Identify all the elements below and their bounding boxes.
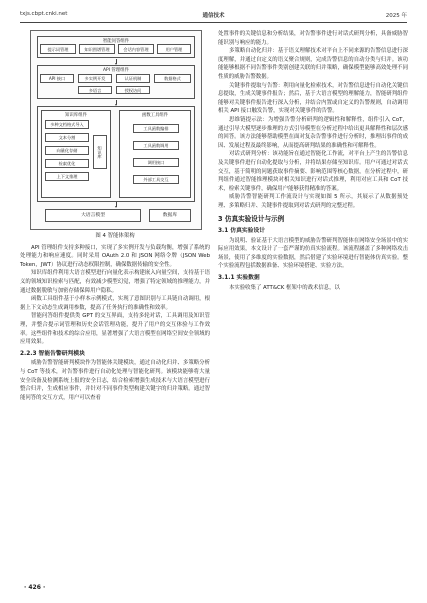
api-small-2: 授权访问 — [116, 86, 150, 94]
site-url: txjs.cbpt.cnki.net — [20, 11, 68, 17]
section-heading-3-1: 3.1 仿真实验设计 — [218, 228, 266, 235]
kb-box-2: 文本分割 — [45, 133, 89, 142]
left-paragraph-3: 函数工具组件基于小样本示例模式，实现了意图识别与工具链自动调用，根据上下文动态生成调用参数，提高了任务执行的准确性和效率。 — [20, 296, 210, 311]
left-paragraph-1: API 管理组件支持多种接口，实现了多实例开发与负载均衡，增强了系统的处理能力和响应速度。同时采用 OAuth 2.0 和 JSON 网络令牌（JSON Web Token，JWT）协议进行动态权限控制，确保数据传输的安全性。 — [20, 244, 210, 268]
right-paragraph-3: 关键事件提取与告警：利用向量化检索技术，对告警信息进行自动化关键信息提取，生成关键事件报告；然后，基于大语言模型的理解能力，智能研判组件能够对关键事件报告进行深入分析，并结合内置或自定义的告警规则，自动调用相关 API 接口触发告警，实现对关键事件的告警。 — [218, 82, 408, 115]
right-paragraph-5: 对话式研判分析：该功能旨在通过智能化工作流，对平台上产生的告警信息及关键事件进行自动化提取与分析，并将结果存储至知识库。用户可通过对话式交互，基于简明的问题获取事件摘要、影响范围等核心数据，在分析过程中，研判组件通过智能推理模块对相关知识进行对话式推理，利用对应工具和 CoT 技术，检索关键事件，确保用户能够获得精准的答案。 — [218, 151, 408, 192]
left-paragraph-2: 知识库组件利用大语言模型进行向量化表示构建嵌入向量空间，支持基于语义的领域知识检索与匹配，有效减少模型幻觉，增强了特定领域的推理能力，并通过数据脱敏与加密存储保障用户隐私。 — [20, 270, 210, 294]
kb-box-3: 向量化存储 — [45, 146, 89, 155]
page-number: · 426 · — [24, 584, 46, 591]
right-paragraph-2: 多策略自动化归并：基于语义理解技术对平台上不同来源的告警信息进行深度理解，并通过自定义的语义聚合规则，完成告警信息的自动分类与归并。该功能能够根据不同告警事件类别创建关联的归并策略，确保模型能够高效处理不同性质的威胁告警数据。 — [218, 48, 408, 80]
kb-side-box: 知识库 — [93, 135, 107, 169]
right-column — [218, 30, 408, 292]
right-paragraph-4: 思维链提示法：为增强告警分析研判的逻辑性和解释性，组件引入 CoT，通过引导大模型逐步推理的方式引导模型在分析过程中给出更具解释性和层次感的回答。该方法能够帮助模型在面对复杂告警事件进行分析时，推理出事件的成因、发展过程及最终影响，从而提高研判结果的准确性和可解释性。 — [218, 116, 408, 149]
left-paragraph-5: 威胁告警智能研判模块作为智能体关键模块，通过自动化归并、多策略分析与 CoT 等技术，对告警事件进行自动化处理与智能化研判。该模块能够将大量安全设备及检测系统上报的安全日志，结合检索增强生成技术与大语言模型进行整合归并，生成相应事件，并针对不同事件类型构建关键字的归并策略。通过智能问答的交互方式，用户可以查看 — [20, 360, 210, 401]
left-paragraph-4: 智能问答组件提供类 GPT 的交互界面，支持多轮对话，工具调用及知识管理，并整合提示词管理和历史会话管理功能，提升了用户的交互体验与工作效率。这些组件和技术的综合应用，显著增强了大语言模型在网络空间安全领域的应用效果。 — [20, 313, 210, 346]
qa-box-1: 提示词管理 — [40, 44, 76, 54]
arrow-2 — [116, 100, 117, 105]
architecture-figure — [30, 30, 202, 230]
kb-box-4: 检索优化 — [45, 159, 89, 168]
journal-name: 通信技术 — [202, 13, 225, 19]
qa-box-3: 会话内容管理 — [118, 44, 154, 54]
tool-box-1: 工具函数编排 — [133, 124, 179, 133]
api-box-2: 多实例开发 — [78, 74, 112, 83]
tool-group-title: 函数工具组件 — [141, 113, 169, 118]
api-small-1: 多语言 — [78, 86, 112, 94]
qa-box-2: 知识图谱管理 — [79, 44, 115, 54]
section-heading-3-1-1: 3.1.1 实验数据 — [218, 275, 260, 282]
qa-group-title: 智能问答组件 — [102, 39, 130, 44]
api-box-3: 认证机制 — [116, 74, 150, 83]
kb-box-5: 上下文推理 — [45, 172, 89, 181]
figure-caption: 图 4 智能体架构 — [95, 233, 135, 239]
api-group-title: API 管理组件 — [103, 68, 129, 73]
right-paragraph-6: 威胁告警智能研判工作流设计与实现如图 5 所示，其展示了从数据预处理、多策略归并、关键事件提取到对话式研判的完整过程。 — [218, 194, 408, 209]
right-paragraph-8: 本实验收集了 ATT&CK 框架中的战术信息，以 — [229, 284, 340, 291]
right-paragraph-1: 处置事件的关键信息和分析结果，对告警事件进行对话式研判分析，具备威胁智能识别与响应的能力。 — [218, 31, 408, 46]
qa-box-4: 用户管理 — [157, 44, 191, 54]
api-box-4: 数据格式 — [154, 74, 191, 83]
journal-year: 2025 年 — [385, 13, 407, 19]
section-heading-3: 3 仿真实验设计与示例 — [218, 215, 285, 224]
arrow-1 — [116, 59, 117, 64]
right-paragraph-7: 为说明、验证基于大语言模型的威胁告警研判智能体在网络安全场景中的实际应用效果，本文设计了一套严谨的仿真实验流程。该流程涵盖了多种网络攻击场景，使用了多维度的实验数据，然后借建了实验环境进行智能体仿真实验。整个实验流程包括数据准备、实验环境搭建、实验方法。 — [218, 237, 408, 270]
tool-box-3: 调用接口 — [133, 158, 179, 167]
llm-box: 大语言模型 — [45, 209, 141, 222]
section-heading-2-2-3: 2.2.3 智能告警研判模块 — [20, 350, 85, 357]
api-box-1: API 接口 — [40, 74, 74, 83]
left-column — [20, 30, 210, 402]
arrow-3 — [116, 202, 117, 207]
tool-box-2: 工具函数调用 — [133, 141, 179, 150]
tool-box-4: 外部工具交互 — [133, 175, 179, 184]
db-box: 数据库 — [149, 209, 191, 222]
kb-box-1: 多种文档格式导入 — [45, 120, 89, 129]
kb-group-title: 知识库组件 — [65, 113, 87, 118]
header-rule — [20, 22, 407, 23]
page-header — [20, 8, 407, 20]
